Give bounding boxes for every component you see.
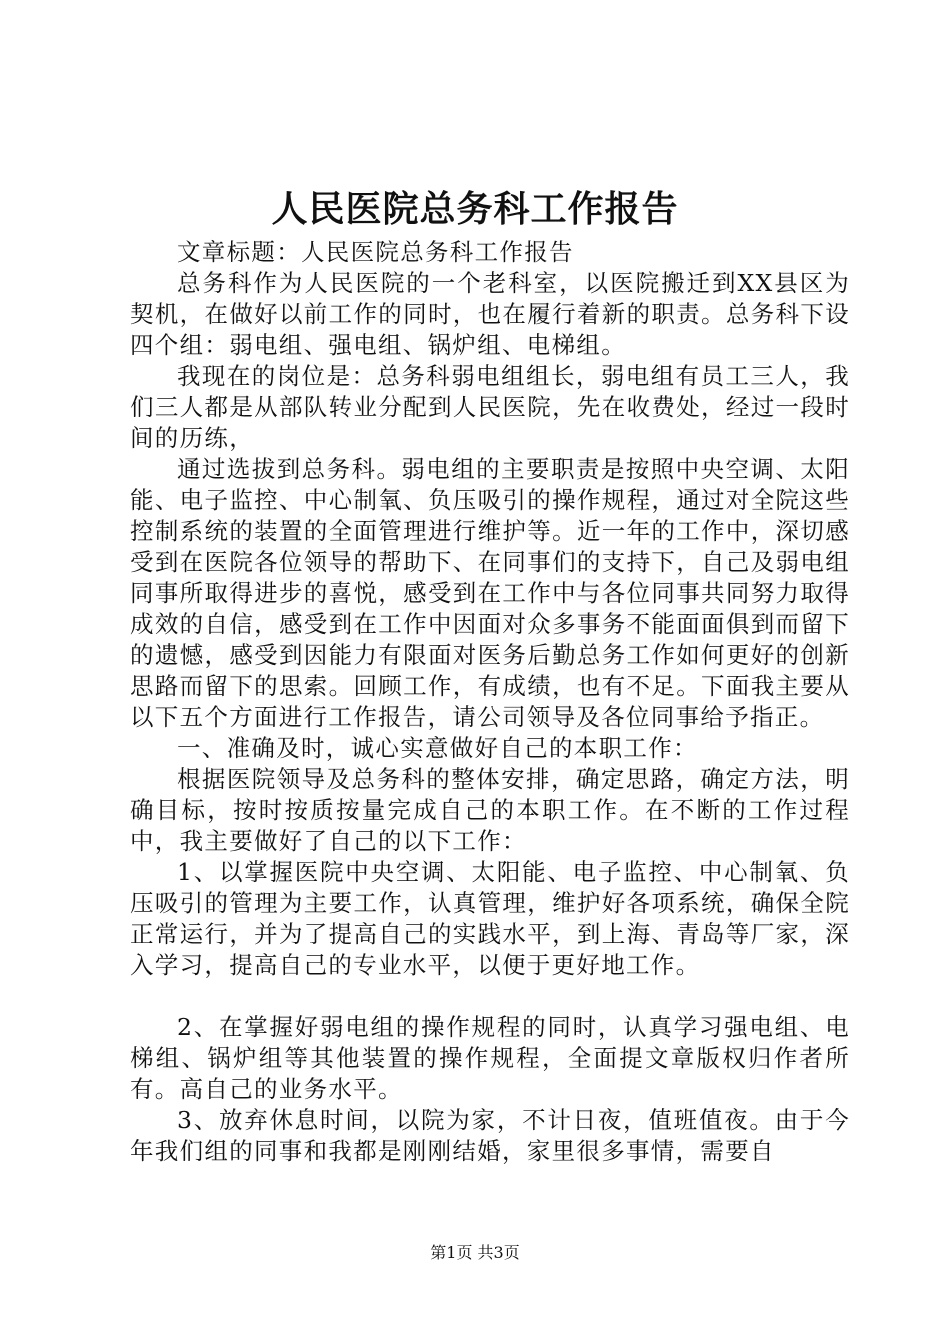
paragraph-article-title: 文章标题：人民医院总务科工作报告 <box>177 238 574 266</box>
section-heading-1: 一、准确及时，诚心实意做好自己的本职工作： <box>177 734 698 762</box>
document-body <box>130 237 850 1167</box>
paragraph-duties: 通过选拔到总务科。弱电组的主要职责是按照中央空调、太阳能、电子监控、中心制氧、负压吸引的操作规程，通过对全院这些控制系统的装置的全面管理进行维护等。近一年的工作中，深切感受到在医院各位领导的帮助下、在同事们的支持下，自己及弱电组同事所取得进步的喜悦，感受到在工作中与各位同事共同努力取得成效的自信，感受到在工作中因面对众多事务不能面面俱到而留下的遗憾，感受到因能力有限面对医务后勤总务工作如何更好的创新思路而留下的思索。回顾工作，有成绩，也有不足。下面我主要从以下五个方面进行工作报告，请公司领导及各位同事给予指正。 <box>130 455 850 731</box>
paragraph-position: 我现在的岗位是：总务科弱电组组长，弱电组有员工三人，我们三人都是从部队转业分配到人民医院，先在收费处，经过一段时间的历练， <box>130 362 850 452</box>
paragraph-intro: 总务科作为人民医院的一个老科室，以医院搬迁到XX县区为契机，在做好以前工作的同时，也在履行着新的职责。总务科下设四个组：弱电组、强电组、锅炉组、电梯组。 <box>130 269 850 359</box>
list-item-3: 3、放弃休息时间，以院为家，不计日夜，值班值夜。由于今年我们组的同事和我都是刚刚结婚，家里很多事情，需要自 <box>130 1106 850 1165</box>
paragraph-arrangement: 根据医院领导及总务科的整体安排，确定思路，确定方法，明确目标，按时按质按量完成自己的本职工作。在不断的工作过程中，我主要做好了自己的以下工作： <box>130 765 850 855</box>
list-item-2: 2、在掌握好弱电组的操作规程的同时，认真学习强电组、电梯组、锅炉组等其他装置的操作规程，全面提文章版权归作者所有。高自己的业务水平。 <box>130 1013 850 1103</box>
document-title: 人民医院总务科工作报告 <box>271 188 679 230</box>
page-number: 第1页 共3页 <box>430 1243 520 1262</box>
list-item-1: 1、以掌握医院中央空调、太阳能、电子监控、中心制氧、负压吸引的管理为主要工作，认真管理，维护好各项系统，确保全院正常运行，并为了提高自己的实践水平，到上海、青岛等厂家，深入学习，提高自己的专业水平，以便于更好地工作。 <box>130 858 850 979</box>
